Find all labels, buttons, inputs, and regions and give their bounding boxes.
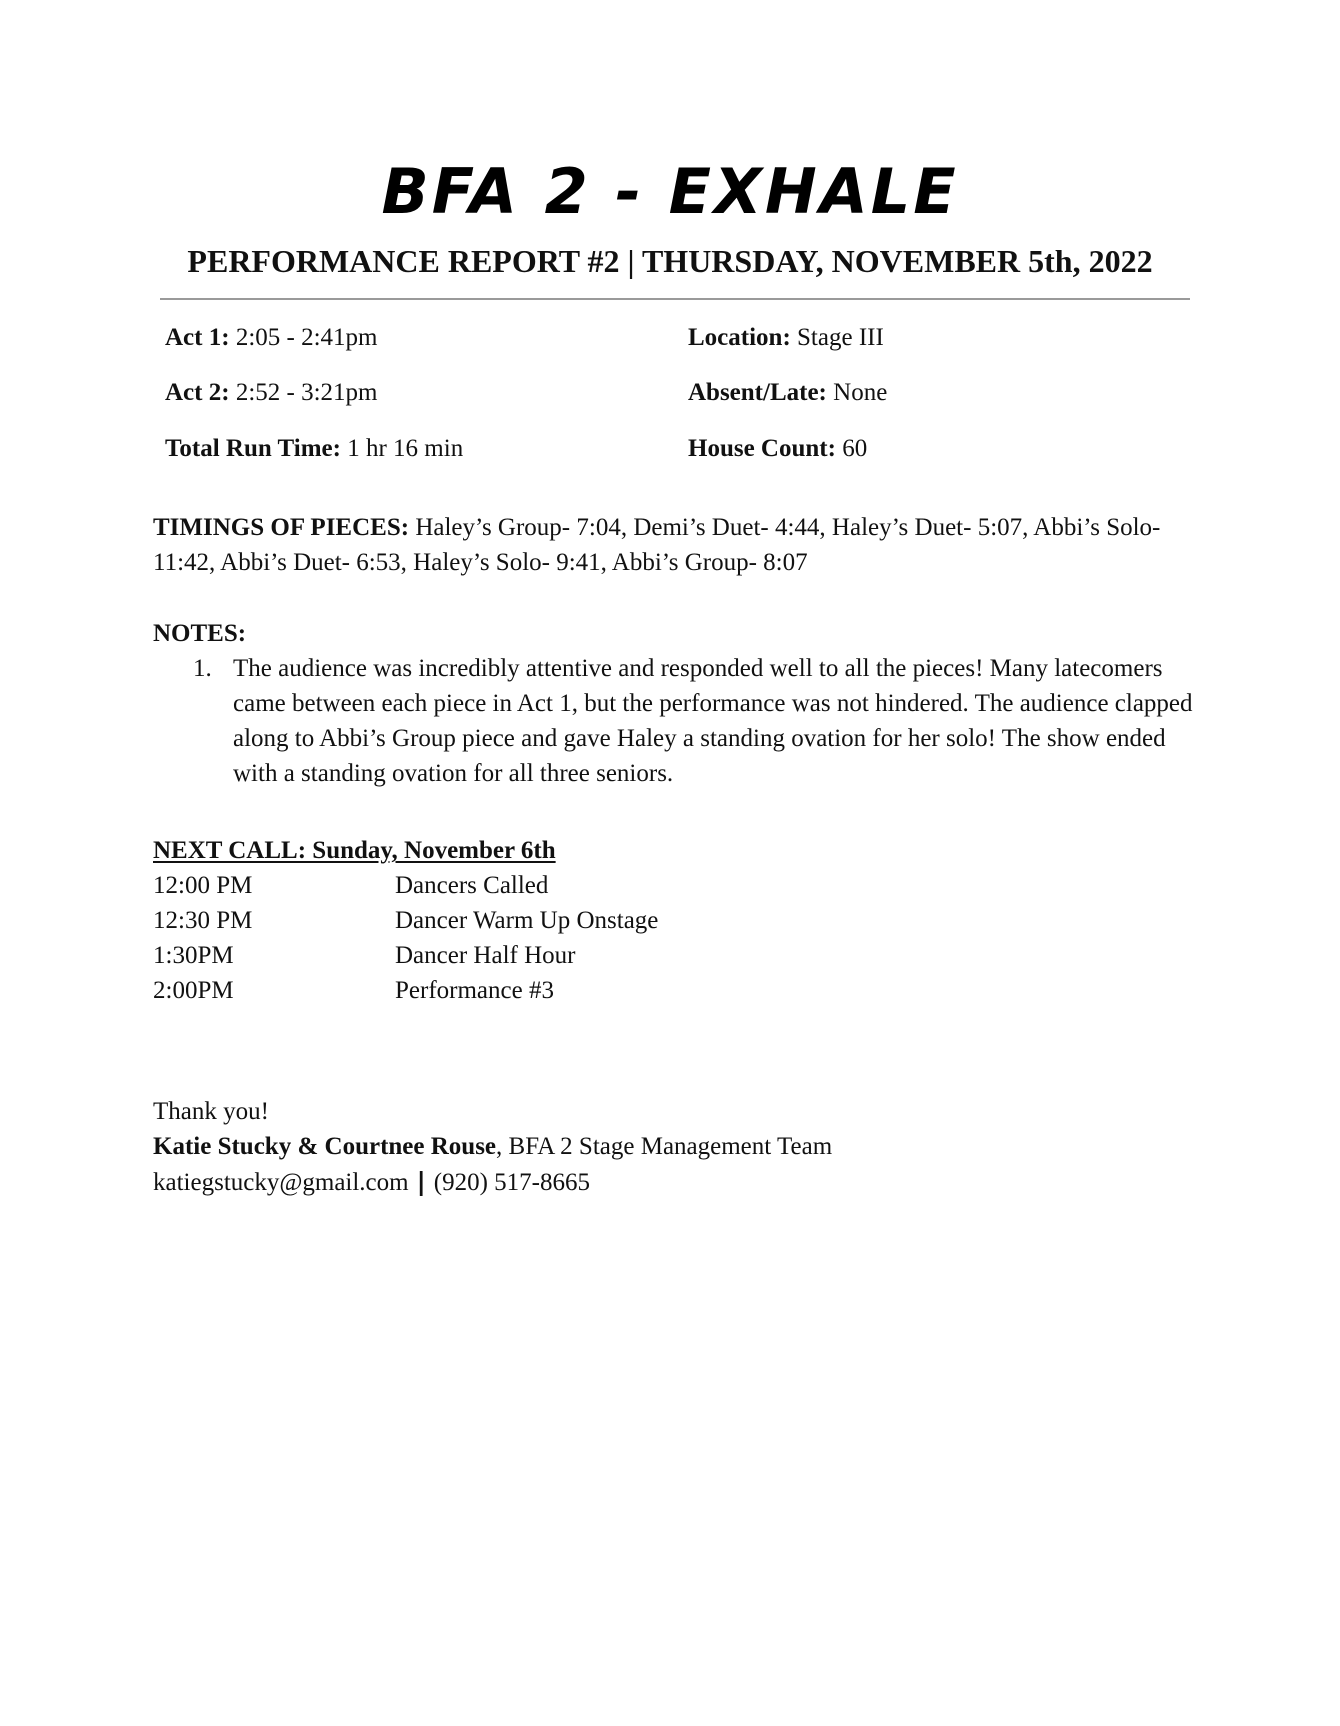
act1-value: 2:05 - 2:41pm	[235, 324, 378, 351]
absent-late-label: Absent/Late:	[688, 379, 827, 406]
signoff	[153, 1094, 1193, 1200]
location-info	[688, 320, 884, 356]
house-count-value: 60	[842, 435, 868, 462]
contact-line	[153, 1164, 1193, 1200]
team-members: Katie Stucky & Courtnee Rouse	[153, 1133, 497, 1160]
note-number: 1.	[193, 655, 212, 682]
note-text: The audience was incredibly attentive and responded well to all the pieces! Many latecomers came between each piece in Act 1, but the performance was not hindered. The audience clapped along to Abbi’s Group piece and gave Haley a standing ovation for her solo! The show ended with a standing ovation for all three seniors.	[233, 655, 1193, 787]
header-divider	[160, 298, 1190, 300]
location-value: Stage III	[797, 324, 884, 351]
timings-section	[153, 510, 1193, 580]
contact-phone: (920) 517-8665	[433, 1169, 590, 1196]
timings-label: TIMINGS OF PIECES:	[153, 514, 410, 541]
schedule-time: 1:30PM	[153, 942, 234, 969]
act1-label: Act 1:	[165, 324, 230, 351]
team-line	[153, 1129, 1193, 1164]
schedule-time: 12:00 PM	[153, 872, 253, 899]
team-name: , BFA 2 Stage Management Team	[496, 1133, 833, 1160]
act2-label: Act 2:	[165, 379, 230, 406]
absent-late-info	[688, 375, 887, 411]
act1-info	[165, 320, 377, 356]
schedule-time: 2:00PM	[153, 977, 234, 1004]
absent-late-value: None	[833, 379, 888, 406]
timings-text: Haley’s Group- 7:04, Demi’s Duet- 4:44, Haley’s Duet- 5:07, Abbi’s Solo- 11:42, Abbi’s Duet- 6:53, Haley’s Solo- 9:41, Abbi’s Group- 8:07	[153, 514, 1161, 576]
schedule-event: Dancer Warm Up Onstage	[395, 907, 659, 934]
thank-you-text: Thank you!	[153, 1098, 269, 1125]
schedule-event: Performance #3	[395, 977, 554, 1004]
act2-value: 2:52 - 3:21pm	[235, 379, 378, 406]
schedule-event: Dancers Called	[395, 872, 549, 899]
run-time-label: Total Run Time:	[165, 435, 341, 462]
location-label: Location:	[688, 324, 791, 351]
contact-email[interactable]: katiegstucky@gmail.com	[153, 1169, 409, 1196]
report-subtitle: PERFORMANCE REPORT #2 | THURSDAY, NOVEMBER 5th, 2022	[187, 243, 1153, 279]
next-call-heading: NEXT CALL: Sunday, November 6th	[153, 837, 556, 864]
act2-info	[165, 375, 377, 411]
run-time-info	[165, 431, 463, 467]
notes-heading: NOTES:	[153, 620, 247, 647]
schedule-event: Dancer Half Hour	[395, 942, 576, 969]
house-count-label: House Count:	[688, 435, 836, 462]
run-time-value: 1 hr 16 min	[347, 435, 464, 462]
house-count-info	[688, 431, 867, 467]
contact-separator: |	[416, 1167, 426, 1196]
schedule-time: 12:30 PM	[153, 907, 253, 934]
report-title: BFA 2 - EXHALE	[381, 155, 959, 228]
